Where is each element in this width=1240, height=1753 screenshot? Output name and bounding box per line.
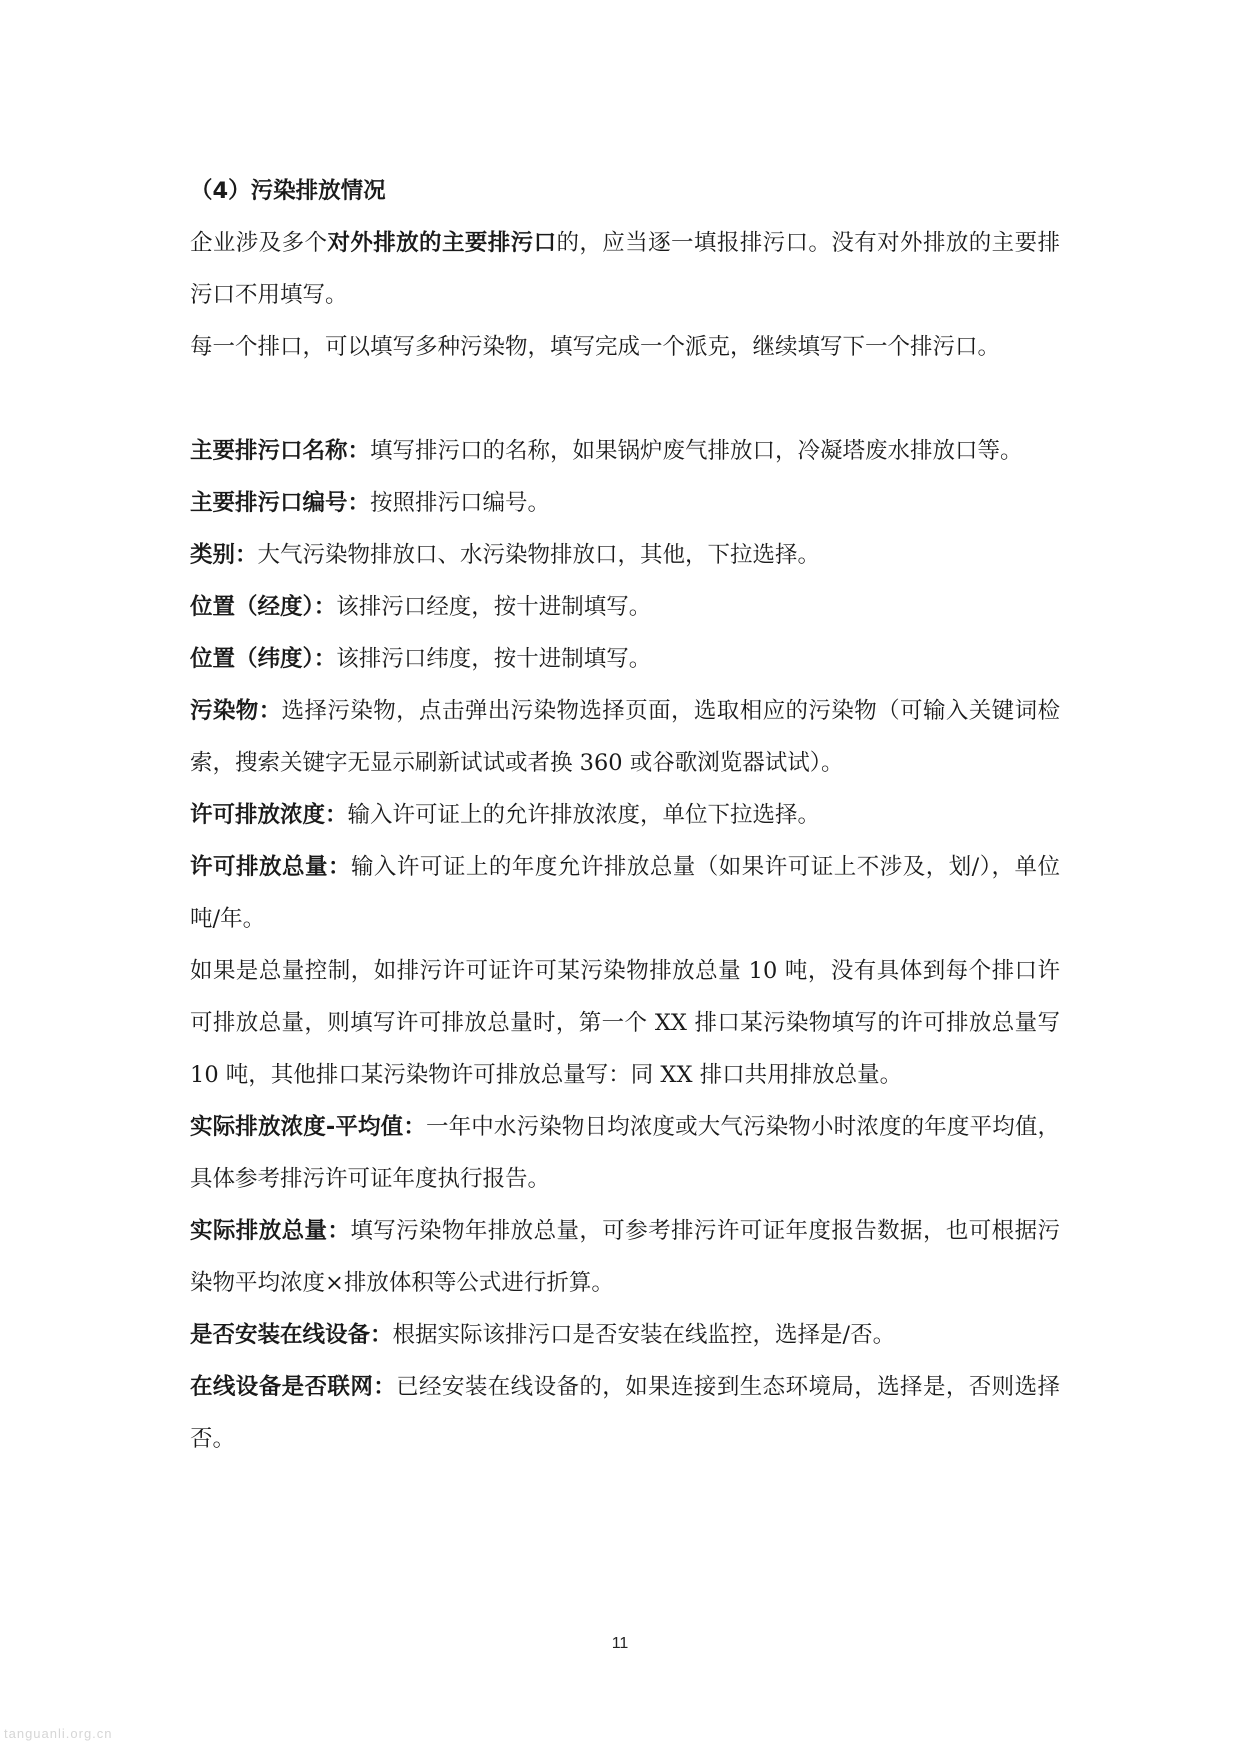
watermark: tanguanli.org.cn — [4, 1726, 113, 1741]
field-definition — [190, 1101, 1060, 1205]
field-description: 一年中水污染物日均浓度或大气污染物小时浓度的年度平均值，具体参考排污许可证年度执行报告。 — [190, 1114, 1060, 1192]
field-description: 根据实际该排污口是否安装在线监控，选择是/否。 — [392, 1322, 896, 1348]
page-number: 11 — [611, 1635, 629, 1652]
intro-text: 企业涉及多个 — [190, 230, 328, 256]
intro-text-rest: 的，应当逐一填报排污口。没有对外排放的主要排污口不用填写。 — [190, 230, 1060, 308]
field-definition — [190, 841, 1060, 945]
field-description: 按照排污口编号。 — [370, 490, 551, 516]
field-definition — [190, 1205, 1060, 1309]
field-label: 主要排污口编号： — [190, 490, 371, 516]
intro-emphasis: 对外排放的主要排污口 — [327, 230, 557, 256]
field-definition — [190, 581, 1060, 633]
field-description: 已经安装在线设备的，如果连接到生态环境局，选择是，否则选择否。 — [190, 1374, 1060, 1452]
field-definition — [190, 529, 1060, 581]
field-definition — [190, 945, 1060, 1101]
field-description: 如果是总量控制，如排污许可证许可某污染物排放总量 10 吨，没有具体到每个排口许可排放总量，则填写许可排放总量时，第一个 XX 排口某污染物填写的许可排放总量写 10 吨，其他排口某污染物许可排放总量写：同 XX 排口共用排放总量。 — [190, 958, 1060, 1088]
field-description: 填写排污口的名称，如果锅炉废气排放口，冷凝塔废水排放口等。 — [370, 438, 1023, 464]
field-description: 填写污染物年排放总量，可参考排污许可证年度报告数据，也可根据污染物平均浓度×排放体积等公式进行折算。 — [190, 1218, 1060, 1296]
field-description: 该排污口纬度，按十进制填写。 — [336, 646, 652, 672]
intro-paragraph-1 — [190, 217, 1060, 321]
field-description: 选择污染物，点击弹出污染物选择页面，选取相应的污染物（可输入关键词检索，搜索关键字无显示刷新试试或者换 360 或谷歌浏览器试试）。 — [190, 698, 1060, 776]
field-definition — [190, 477, 1060, 529]
field-description: 大气污染物排放口、水污染物排放口，其他，下拉选择。 — [257, 542, 821, 568]
field-label: 位置（纬度）： — [190, 646, 337, 672]
paragraph-gap — [190, 373, 1060, 425]
field-label: 许可排放总量： — [190, 854, 351, 880]
intro-text: 每一个排口，可以填写多种污染物，填写完成一个派克，继续填写下一个排污口。 — [190, 334, 1001, 360]
field-label: 污染物： — [190, 698, 282, 724]
field-label: 主要排污口名称： — [190, 438, 371, 464]
field-definition — [190, 633, 1060, 685]
field-description: 输入许可证上的年度允许排放总量（如果许可证上不涉及，划/），单位吨/年。 — [190, 854, 1060, 932]
field-definition — [190, 789, 1060, 841]
field-description: 该排污口经度，按十进制填写。 — [336, 594, 652, 620]
field-definition — [190, 1309, 1060, 1361]
intro-paragraph-2 — [190, 321, 1060, 373]
field-description: 输入许可证上的允许排放浓度，单位下拉选择。 — [347, 802, 821, 828]
field-definition — [190, 1361, 1060, 1465]
field-label: 许可排放浓度： — [190, 802, 348, 828]
field-label: 类别： — [190, 542, 258, 568]
field-definitions — [190, 425, 1060, 1465]
field-definition — [190, 685, 1060, 789]
field-label: 在线设备是否联网： — [190, 1374, 397, 1400]
field-label: 位置（经度）： — [190, 594, 337, 620]
field-label: 是否安装在线设备： — [190, 1322, 393, 1348]
field-label: 实际排放浓度-平均值： — [190, 1114, 426, 1140]
field-definition — [190, 425, 1060, 477]
document-body — [190, 165, 1060, 1465]
field-label: 实际排放总量： — [190, 1218, 351, 1244]
section-heading: （4）污染排放情况 — [190, 178, 386, 204]
